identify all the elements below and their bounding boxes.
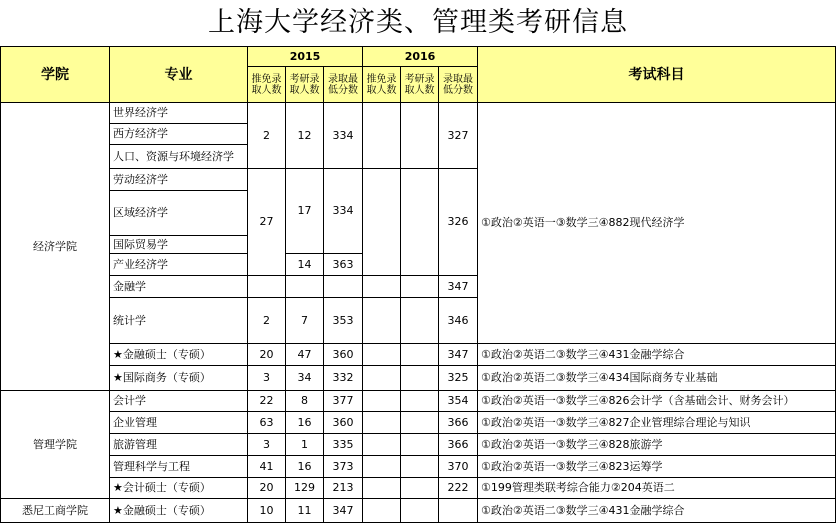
header-major: 专业	[110, 47, 248, 103]
intl-tuimian-2015: 3	[248, 366, 286, 391]
industrial-minscore-2015: 363	[324, 254, 363, 276]
header-tuimian-2015: 推免录取人数	[248, 67, 286, 103]
tour-tuimian-2015: 3	[248, 434, 286, 456]
subjects-enterprise: ①政治②英语一③数学三④827企业管理综合理论与知识	[478, 412, 836, 434]
major-world-economics: 世界经济学	[110, 103, 248, 124]
acc-kaoyan-2016	[401, 391, 439, 412]
major-tourism-management: 旅游管理	[110, 434, 248, 456]
sfin-tuimian-2015: 10	[248, 499, 286, 523]
acc-tuimian-2016	[363, 391, 401, 412]
ent-minscore-2015: 360	[324, 412, 363, 434]
finance-kaoyan-2016	[401, 276, 439, 298]
mpacc-tuimian-2016	[363, 478, 401, 499]
major-labor-economics: 劳动经济学	[110, 169, 248, 191]
header-minscore-2016: 录取最低分数	[439, 67, 478, 103]
finmaster-minscore-2015: 360	[324, 344, 363, 366]
ent-kaoyan-2015: 16	[286, 412, 324, 434]
major-accounting-master: ★会计硕士（专硕）	[110, 478, 248, 499]
finance-kaoyan-2015	[286, 276, 324, 298]
finmaster-tuimian-2015: 20	[248, 344, 286, 366]
stat-kaoyan-2015: 7	[286, 298, 324, 344]
major-accounting: 会计学	[110, 391, 248, 412]
intl-kaoyan-2016	[401, 366, 439, 391]
tour-tuimian-2016	[363, 434, 401, 456]
g1-minscore-2015: 334	[324, 103, 363, 169]
college-economics: 经济学院	[1, 103, 110, 391]
major-intl-business-master: ★国际商务（专硕）	[110, 366, 248, 391]
stat-tuimian-2016	[363, 298, 401, 344]
header-kaoyan-2015: 考研录取人数	[286, 67, 324, 103]
g1-minscore-2016: 327	[439, 103, 478, 169]
intl-minscore-2015: 332	[324, 366, 363, 391]
major-finance: 金融学	[110, 276, 248, 298]
finance-tuimian-2015	[248, 276, 286, 298]
sfin-minscore-2015: 347	[324, 499, 363, 523]
g1-kaoyan-2016	[401, 103, 439, 169]
major-management-science: 管理科学与工程	[110, 456, 248, 478]
industrial-kaoyan-2015: 14	[286, 254, 324, 276]
sfin-kaoyan-2016	[401, 499, 439, 523]
mse-tuimian-2015: 41	[248, 456, 286, 478]
mpacc-minscore-2016: 222	[439, 478, 478, 499]
subjects-economics: ①政治②英语一③数学三④882现代经济学	[478, 103, 836, 344]
sfin-kaoyan-2015: 11	[286, 499, 324, 523]
g1-kaoyan-2015: 12	[286, 103, 324, 169]
intl-tuimian-2016	[363, 366, 401, 391]
tour-kaoyan-2015: 1	[286, 434, 324, 456]
header-tuimian-2016: 推免录取人数	[363, 67, 401, 103]
intl-minscore-2016: 325	[439, 366, 478, 391]
subjects-sydney-finance: ①政治②英语二③数学三④431金融学综合	[478, 499, 836, 523]
college-management: 管理学院	[1, 391, 110, 499]
finance-tuimian-2016	[363, 276, 401, 298]
mpacc-tuimian-2015: 20	[248, 478, 286, 499]
sfin-tuimian-2016	[363, 499, 401, 523]
major-regional-economics: 区域经济学	[110, 191, 248, 236]
stat-minscore-2016: 346	[439, 298, 478, 344]
header-kaoyan-2016: 考研录取人数	[401, 67, 439, 103]
header-subjects: 考试科目	[478, 47, 836, 103]
acc-minscore-2016: 354	[439, 391, 478, 412]
major-finance-master: ★金融硕士（专硕）	[110, 344, 248, 366]
header-year-2015: 2015	[248, 47, 363, 67]
subjects-tourism: ①政治②英语一③数学三④828旅游学	[478, 434, 836, 456]
finmaster-kaoyan-2016	[401, 344, 439, 366]
ent-tuimian-2016	[363, 412, 401, 434]
subjects-accounting: ①政治②英语一③数学三④826会计学（含基础会计、财务会计）	[478, 391, 836, 412]
g2-kaoyan-2016	[401, 169, 439, 276]
ent-minscore-2016: 366	[439, 412, 478, 434]
major-industrial-economics: 产业经济学	[110, 254, 248, 276]
subjects-finance-master: ①政治②英语二③数学三④431金融学综合	[478, 344, 836, 366]
subjects-intl-business: ①政治②英语二③数学三④434国际商务专业基础	[478, 366, 836, 391]
g1-tuimian-2016	[363, 103, 401, 169]
mse-kaoyan-2016	[401, 456, 439, 478]
major-international-trade: 国际贸易学	[110, 236, 248, 254]
mpacc-kaoyan-2015: 129	[286, 478, 324, 499]
intl-kaoyan-2015: 34	[286, 366, 324, 391]
header-year-2016: 2016	[363, 47, 478, 67]
finmaster-kaoyan-2015: 47	[286, 344, 324, 366]
header-college: 学院	[1, 47, 110, 103]
ent-tuimian-2015: 63	[248, 412, 286, 434]
finance-minscore-2016: 347	[439, 276, 478, 298]
stat-tuimian-2015: 2	[248, 298, 286, 344]
g1-tuimian-2015: 2	[248, 103, 286, 169]
subjects-mpacc: ①199管理类联考综合能力②204英语二	[478, 478, 836, 499]
g2-minscore-2016: 326	[439, 169, 478, 276]
g2-minscore-2015: 334	[324, 169, 363, 254]
mse-minscore-2015: 373	[324, 456, 363, 478]
g2-kaoyan-2015: 17	[286, 169, 324, 254]
major-population-economics: 人口、资源与环境经济学	[110, 145, 248, 169]
major-enterprise-management: 企业管理	[110, 412, 248, 434]
stat-minscore-2015: 353	[324, 298, 363, 344]
major-sydney-finance-master: ★金融硕士（专硕）	[110, 499, 248, 523]
tour-kaoyan-2016	[401, 434, 439, 456]
finmaster-minscore-2016: 347	[439, 344, 478, 366]
tour-minscore-2016: 366	[439, 434, 478, 456]
tour-minscore-2015: 335	[324, 434, 363, 456]
stat-kaoyan-2016	[401, 298, 439, 344]
mse-kaoyan-2015: 16	[286, 456, 324, 478]
mse-minscore-2016: 370	[439, 456, 478, 478]
mse-tuimian-2016	[363, 456, 401, 478]
mpacc-minscore-2015: 213	[324, 478, 363, 499]
college-sydney: 悉尼工商学院	[1, 499, 110, 523]
finmaster-tuimian-2016	[363, 344, 401, 366]
mpacc-kaoyan-2016	[401, 478, 439, 499]
g2-tuimian-2015: 27	[248, 169, 286, 276]
subjects-mse: ①政治②英语一③数学三④823运筹学	[478, 456, 836, 478]
header-minscore-2015: 录取最低分数	[324, 67, 363, 103]
sfin-minscore-2016	[439, 499, 478, 523]
major-statistics: 统计学	[110, 298, 248, 344]
page-title: 上海大学经济类、管理类考研信息	[208, 7, 628, 38]
finance-minscore-2015	[324, 276, 363, 298]
acc-minscore-2015: 377	[324, 391, 363, 412]
ent-kaoyan-2016	[401, 412, 439, 434]
major-western-economics: 西方经济学	[110, 124, 248, 145]
g2-tuimian-2016	[363, 169, 401, 276]
acc-kaoyan-2015: 8	[286, 391, 324, 412]
acc-tuimian-2015: 22	[248, 391, 286, 412]
